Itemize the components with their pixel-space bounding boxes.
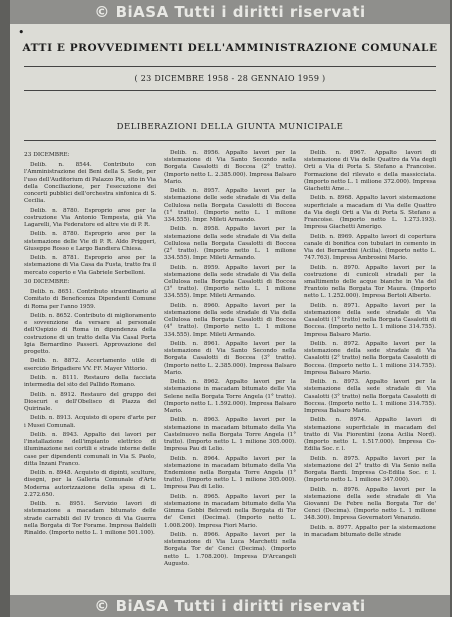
- watermark-banner-bottom: [10, 595, 450, 617]
- watermark-text-bottom: © BiASA Tutti i diritti riservati: [94, 597, 366, 615]
- deliberation-entry: Delib. n. 8872. Accertamento utile di esercizio Brigadiere VV. FF. Mayer Vittorio.: [24, 358, 156, 372]
- deliberation-entry: Delib. n. 8544. Contributo con l'Amministrazione dei Beni della S. Sede, per l'uso dell'Auditorium di Palazzo Pio, sito in Via della Conciliazione, per l'esecuzione dei concerti pubblici dell'orchestra sinfonica di S. Cecilia.: [24, 162, 156, 205]
- date-range: ( 23 DICEMBRE 1958 - 28 GENNAIO 1959 ): [134, 74, 326, 83]
- deliberation-entry: Delib. n. 8948. Acquisto di dipinti, sculture, disegni, per la Galleria Comunale d'Arte Moderna autorizzazione della spesa di L. 2.272.650.: [24, 470, 156, 498]
- deliberation-entry: Delib. n. 8967. Appalto lavori di sistemazione di Via delle Quattro da Via degli Orti a Via di Porta S. Stefano a Francoise. Formazione del rilevato e della massicciata. (Importo netto L. 1 milione 372.000). Impresa Giachetti Ame...: [304, 150, 436, 193]
- deliberation-entry: Delib. n. 8957. Appalto lavori per la sistemazione delle sede stradale di Via della Cellulosa nella Borgata Casalotti di Boccea (1° tratto). (Importo netto L. 1 milione 334.555). Impr. Mileti Armando.: [164, 188, 296, 224]
- deliberation-entry: Delib. n. 8958. Appalto lavori per la sistemazione della sede stradale di Via della Cellulosa nella Borgata Casalotti di Boccea (2° tratto). (Importo netto L. 1 milione 334.555). Impr. Mileti Armando.: [164, 226, 296, 262]
- deliberation-entry: Delib. n. 8964. Appalto lavori per la sistemazione in macadam bitumato della Via Endemione nella Borgata Torre Angela (1° tratto). (Importo netto L. 1 milione 305.000). Impresa Pau di Lelio.: [164, 455, 296, 491]
- deliberation-entry: Delib. n. 8951. Servizio lavori di sistemazione a macadam bitumato delle strade carrabili del IV tronco di Via Guerra nella Borgata di Tor Forame. Impresa Baldelli Rinaldo. (Importo netto L. 1 milione 501.100).: [24, 501, 156, 536]
- deliberation-entry: Delib. n. 8960. Appalto lavori per la sistemazione della sede stradale di Via della Cellulosa nella Borgata Casalotti di Boccea (4° tratto). (Importo netto L. 1 milione 334.555). Impr. Mileti Armando.: [164, 302, 296, 338]
- deliberation-entry: Delib. n. 8974. Appalto lavori di sistemazione superficiale in macadam del tratto di Via Fiorentini (zona Acilia Nord). (Importo netto L. 1.517.000). Impresa Co-Edilia Soc. r. l.: [304, 417, 436, 453]
- deliberation-entry: Delib. n. 8969. Appalto lavori di copertura canale di bonifica con tubulari in cemento in Via dei Bernardini (Acilia). (Importo netto L. 747.763). Impresa Ambrosini Mario.: [304, 233, 436, 262]
- column-3: [304, 150, 436, 590]
- deliberation-entry: Delib. n. 8976. Appalto lavori per la sistemazione della sede stradale di Via Giovanni De Febre nella Borgata Tor de' Cenci (Decima). (Importo netto L. 1 milione 348.300). Impresa Governatori Venanzio.: [304, 486, 436, 522]
- deliberation-entry: Delib. n. 8973. Appalto lavori per la sistemazione della sede stradale di Via Casalotti (3° tratto) nella Borgata Casalotti di Boccea. (Importo netto L. 1 milione 314.755). Impresa Balsaro Mario.: [304, 379, 436, 415]
- deliberation-entry: Delib. n. 8651. Contributo straordinario al Comitato di Beneficenza Dipendenti Comune di Roma per l'anno 1959.: [24, 289, 156, 310]
- page-title: ATTI E PROVVEDIMENTI DELL'AMMINISTRAZIONE COMUNALE: [22, 42, 438, 54]
- deliberation-entry: Delib. n. 8963. Appalto lavori per la sistemazione in macadam bitumato della Via Castelnuovo nella Borgata Torre Angela (1° tratto). (Importo netto L. 1 milione 305.000). Impresa Pau di Lelio.: [164, 417, 296, 453]
- deliberation-entry: Delib. n. 8975. Appalto lavori per la sistemazione del 2° tratto di Via Senio nella Borgata Bardi. Impresa Co-Edilia Soc. r. l. (Importo netto L. 1 milione 347.000).: [304, 455, 436, 484]
- deliberation-entry: Delib. n. 8966. Appalto lavori per la sistemazione di Via Luca Marchetti nella Borgata Tor de' Cenci (Decima). (Importo netto L. 1.708.200). Impresa D'Arcangeli Augusto.: [164, 532, 296, 567]
- deliberation-entry: Delib. n. 8781. Esproprio aree per la sistemazione di Via Casa da Fusta, tratto fra il mercato coperto e Via Gabriele Serbelloni.: [24, 255, 156, 276]
- date-subheading: 30 DICEMBRE:: [24, 279, 70, 285]
- deliberation-entry: Delib. n. 8972. Appalto lavori per la sistemazione della sede stradale di Via Casalotti (2° tratto) nella Borgata Casalotti di Boccea. (Importo netto L. 1 milione 314.755). Impresa Balsaro Mario.: [304, 341, 436, 376]
- column-1: [24, 150, 156, 590]
- deliberation-entry: Delib. n. 8968. Appalto lavori sistemazione superficiale a macadam di Via delle Quattro da Via degli Orti a Via di Porta S. Stefano a Francoise. (Importo netto L. 1.273.193). Impresa Giachetti Amerigo.: [304, 195, 436, 231]
- section-rule: [24, 140, 436, 141]
- date-subheading: 23 DICEMBRE:: [24, 152, 70, 158]
- deliberation-entry: Delib. n. 8913. Acquisto di opere d'arte per i Musei Comunali.: [24, 415, 156, 429]
- deliberation-entry: Delib. n. 8965. Appalto lavori per la sistemazione in macadam bitumato della Via Gimma Gobbi Belcredi nella Borgata di Tor de' Cenci (Decima). (Importo netto L. 1.008.200). Impresa Fiori Mario.: [164, 493, 296, 529]
- deliberation-entry: Delib. n. 8111. Restauro della facciata intermedia del sito del Pallido Romano.: [24, 375, 156, 389]
- page-mark: •: [18, 26, 25, 39]
- column-2: [164, 150, 296, 590]
- deliberation-entry: Delib. n. 8780. Esproprio aree per la costruzione Via Antonio Tempesta, già Via Lagarelli, Via Federatore ed altre vie di P. R.: [24, 207, 156, 229]
- document-page: [10, 0, 450, 617]
- dates-rule: [24, 90, 436, 91]
- section-heading: DELIBERAZIONI DELLA GIUNTA MUNICIPALE: [116, 122, 344, 132]
- deliberation-entry: Delib. n. 8962. Appalto lavori per la sistemazione in macadam bitumato delle Via Selene nella Borgata Torre Angela (1° tratto). (Importo netto L. 1.592.000). Impresa Balsaro Mario.: [164, 379, 296, 415]
- watermark-banner: [10, 0, 450, 24]
- deliberation-entry: Delib. n. 8970. Appalto lavori per la costruzione di cunicoli stradali per la smaltimento delle acque bianche in Via del Frantoio nella Borgata Tor Maura. (Importo netto L. 1.252.000). Impresa Bertoli Alberto.: [304, 264, 436, 300]
- deliberation-entry: Delib. n. 8977. Appalto per la sistemazione in macadam bitumato delle strade: [304, 524, 436, 539]
- title-rule: [24, 66, 436, 67]
- deliberation-entry: Delib. n. 8961. Appalto lavori per la sistemazione di Via Santo Secondo nella Borgata Casalotti di Boccea (3° tratto). (Importo netto L. 2.385.000). Impresa Balsaro Mario.: [164, 341, 296, 376]
- watermark-text: © BiASA Tutti i diritti riservati: [94, 3, 366, 21]
- deliberation-entry: Delib. n. 8971. Appalto lavori per la sistemazione della sede stradale di Via Casalotti (1° tratto) nella Borgata Casalotti di Boccea. (Importo netto L. 1 milione 314.755). Impresa Balsaro Mario.: [304, 302, 436, 338]
- deliberation-entry: Delib. n. 8652. Contributo di miglioramento e sovvenzione da versare al personale dell'Ospizio di Roma in dipendenza della costruzione di un tratto della Via Casal Porta Igia Bernardino Passeri. Approvazione del progetto.: [24, 313, 156, 356]
- deliberation-entry: Delib. n. 8912. Restauro del gruppo dei Dioscuri e dell'Obelisco di Piazza del Quirinale.: [24, 391, 156, 412]
- deliberation-entry: Delib. n. 8943. Appalto dei lavori per l'installazione dell'impianto elettrico di illuminazione nei cortili e strade interne delle case per dipendenti comunali in Via S. Paolo, ditta Inzani Franco.: [24, 431, 156, 467]
- deliberation-entry: Delib. n. 8959. Appalto lavori per la sistemazione della sede stradale di Via della Cellulosa nella Borgata Casalotti di Boccea (3° tratto). (Importo netto L. 1 milione 334.555). Impr. Mileti Armando.: [164, 264, 296, 300]
- text-columns: [24, 150, 436, 590]
- deliberation-entry: Delib. n. 8956. Appalto lavori per la sistemazione di Via Santo Secondo nella Borgata Casalotti di Boccea (2° tratto). (Importo netto L. 2.385.000). Impresa Balsaro Mario.: [164, 150, 296, 185]
- deliberation-entry: Delib. n. 8780. Esproprio aree per la sistemazione delle Vie di P. R. Aldo Priggeri, Giuseppe Rosso e Largo Bandiera Chiesa.: [24, 231, 156, 252]
